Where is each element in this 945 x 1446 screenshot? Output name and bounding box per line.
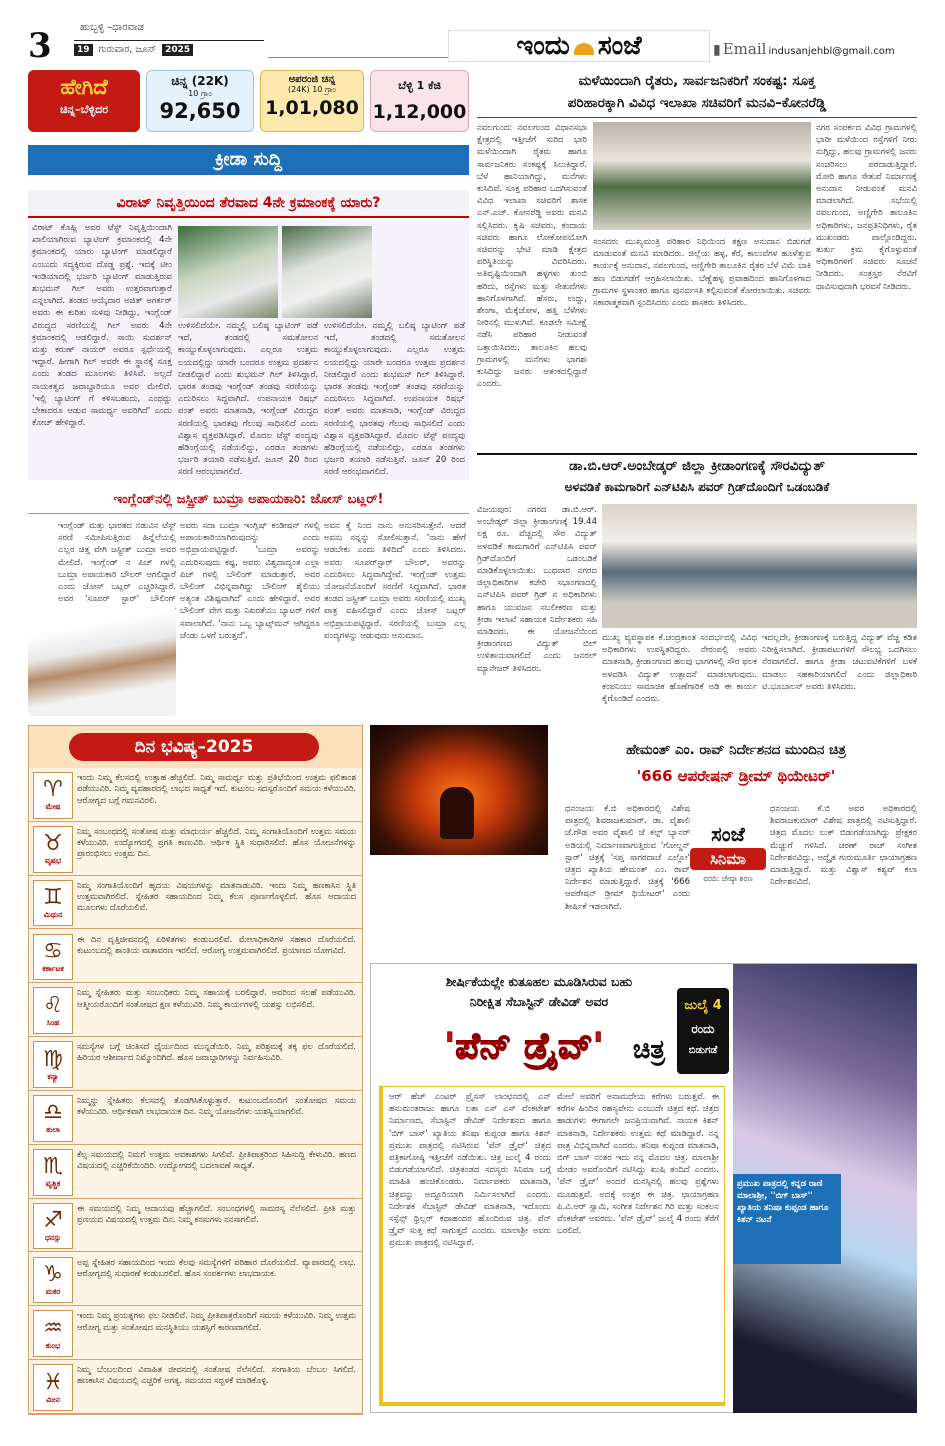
article-1-text-left: ವಿರಾಟ್ ಕೊಹ್ಲಿ ಅವರ ಟೆಸ್ಟ್ ನಿವೃತ್ತಿಯಿಂದಾಗಿ ಖಾಲಿಯಾಗಿರುವ ಬ್ಯಾಟಿಂಗ್ ಕ್ರಮಾಂಕದಲ್ಲಿ 4ನೇ ಕ್ರಮಾಂಕದಲ್ಲಿ ಯಾರು ಬ್ಯಾಟಿಂಗ್ ಮಾಡಲಿದ್ದಾರೆ ಎಂಬುದು ಸದ್ಯಕ್ಕಿರುವ ದೊಡ್ಡ ಪ್ರಶ್ನೆ. ಇದಕ್ಕೆ ಟೀಂ ಇಂಡಿಯಾದಲ್ಲಿ ಭರ್ಜರಿ ಬ್ಯಾಟಿಂಗ್ ಮಾಡುತ್ತಿರುವ ಶುಭಮನ್ ಗಿಲ್ ಅವರು ಉತ್ತರವಾಗುತ್ತಾರೆ ಎನ್ನಲಾಗಿದೆ. ತಂಡದ ಆಯ್ಕೆದಾರ ಅಜಿತ್ ಅಗರ್ಕರ್ ಅವರು ಈ ಕುರಿತು ಸುಳಿವು ನೀಡಿದ್ದು, ಇಂಗ್ಲೆಂಡ್ ವಿರುದ್ಧದ ಸರಣಿಯಲ್ಲಿ ಗಿಲ್ ಅವರು 4ನೇ ಕ್ರಮಾಂಕದಲ್ಲಿ ಆಡಲಿದ್ದಾರೆ. ಸಾಯಿ ಸುದರ್ಶನ್ ಮತ್ತು ಕರುಣ್ ನಾಯರ್ ಅವರೂ ಸ್ಪರ್ಧೆಯಲ್ಲಿ ಇದ್ದಾರೆ. ಹೀಗಾಗಿ ಗಿಲ್ ಅವರೇ ಈ ಸ್ಥಾನಕ್ಕೆ ಸೂಕ್ತ ಎಂದು ತಂಡದ ಮೂಲಗಳು ತಿಳಿಸಿವೆ. ಅಲ್ಲದೆ ನಾಯಕತ್ವದ ಜವಾಬ್ದಾರಿಯೂ ಅವರ ಮೇಲಿದೆ. 'ಇಲ್ಲಿ ಬ್ಯಾಟಿಂಗ್ ಗೆ ಕಳಿಸಬಹುದು, ಎಂಥದ್ದು ಬೇಕಾದರೂ ಆಡುವ ಸಾಮರ್ಥ್ಯ ಅವರಿಗಿದೆ' ಎಂದು ಕೋಚ್ ಹೇಳಿದ್ದಾರೆ. <box>32 223 172 429</box>
article-1-text-right: ಉಳಿಸಲಿದೆಯೇ. ನಮ್ಮಲ್ಲಿ ಬಲಿಷ್ಠ ಬ್ಯಾಟಿಂಗ್ ಪಡೆ ಇದೆ, ತಂಡದಲ್ಲಿ ಸಮತೋಲನ ಕಾಯ್ದುಕೊಳ್ಳಲಾಗುವುದು. ಎಲ್ಲರೂ ಉತ್ತಮ ಲಯದಲ್ಲಿದ್ದು ಯಾರೇ ಬಂದರೂ ಉತ್ತಮ ಪ್ರದರ್ಶನ ನೀಡಲಿದ್ದಾರೆ ಎಂದು ಶುಭಮನ್ ಗಿಲ್ ತಿಳಿಸಿದ್ದಾರೆ. ಭಾರತ ತಂಡವು ಇಂಗ್ಲೆಂಡ್ ತಂಡವು ಸರಣಿಯನ್ನು ಎದುರಿಸಲು ಸಿದ್ಧವಾಗಿದೆ. ಉಪನಾಯಕ ರಿಷಭ್ ಪಂತ್ ಅವರು ಮಾತನಾಡಿ, ಇಂಗ್ಲೆಂಡ್ ವಿರುದ್ಧದ ಸರಣಿಯಲ್ಲಿ ಭಾರತವು ಗೆಲುವು ಸಾಧಿಸಲಿದೆ ಎಂದು ವಿಶ್ವಾಸ ವ್ಯಕ್ತಪಡಿಸಿದ್ದಾರೆ. ಮೊದಲ ಟೆಸ್ಟ್ ಪಂದ್ಯವು ಹೆಡಿಂಗ್ಲೆಯಲ್ಲಿ ನಡೆಯಲಿದ್ದು, ಎರಡೂ ತಂಡಗಳು ಭರ್ಜರಿ ತಯಾರಿ ನಡೆಸುತ್ತಿವೆ. ಜೂನ್ 20 ರಿಂದ ಸರಣಿ ಆರಂಭವಾಗಲಿದೆ. <box>324 321 465 478</box>
zodiac-sign-icon <box>33 1364 73 1411</box>
sports-section-banner <box>28 145 469 175</box>
zodiac-glyph-icon: ♑ <box>43 1261 63 1287</box>
cinema1-col-1: ಧನಂಜಯ ಕೆ.ಬಿ ಅಧಿಕಾರದಲ್ಲಿ ವಿಶೇಷ ಪಾತ್ರದಲ್ಲಿ ಶಿವರಾಜಕುಮಾರ್. ಡಾ. ವೈಶಾಲಿ ಜೆ.ಗೌಡ ಅವರ ವೈಶಾಲಿ ಜೆ ಕಲ್ಪ್ ಬ್ಯಾನರ್ ಅಡಿಯಲ್ಲಿ ನಿರ್ಮಾಣವಾಗುತ್ತಿರುವ 'ಗೋಲ್ಡನ್ ಸ್ಟಾರ್' ಚಿತ್ರಕ್ಕೆ 'ಸಪ್ತ ಸಾಗರದಾಚೆ ಎಲ್ಲೋ' ಚಿತ್ರದ ಖ್ಯಾತಿಯ ಹೇಮಂತ್ ಎಂ. ರಾವ್ ನಿರ್ದೇಶನ ಮಾಡುತ್ತಿದ್ದಾರೆ. ಚಿತ್ರಕ್ಕೆ '666 ಆಪರೇಷನ್ ಡ್ರೀಮ್ ಥಿಯೇಟರ್' ಎಂದು ಶೀರ್ಷಿಕೆ ಇಡಲಾಗಿದೆ. <box>565 804 690 912</box>
zodiac-sign-name: ವೃಶ್ಚಿಕ <box>45 1179 61 1189</box>
zodiac-sign-icon <box>33 1149 73 1196</box>
zodiac-sign-name: ಮಕರ <box>45 1286 61 1296</box>
horoscope-row <box>29 822 362 876</box>
zodiac-glyph-icon: ♓ <box>43 1369 63 1395</box>
farmer-news-col-1: ನವಲಗುಂದ: ನವಲಗುಂದ ವಿಧಾನಸಭಾ ಕ್ಷೇತ್ರದಲ್ಲಿ ಇತ್ತೀಚೆಗೆ ಸುರಿದ ಭಾರಿ ಮಳೆಯಿಂದಾಗಿ ರೈತರು ಹಾಗೂ ಸಾರ್ವಜನಿಕರು ಸಂಕಷ್ಟಕ್ಕೆ ಸಿಲುಕಿದ್ದಾರೆ. ಬೆಳೆ ಹಾನಿಯಾಗಿದ್ದು, ಮನೆಗಳು ಕುಸಿದಿವೆ. ಸೂಕ್ತ ಪರಿಹಾರ ಒದಗಿಸುವಂತೆ ವಿವಿಧ ಇಲಾಖಾ ಸಚಿವರಿಗೆ ಶಾಸಕ ಎನ್.ಎಚ್. ಕೋನರೆಡ್ಡಿ ಅವರು ಮನವಿ ಸಲ್ಲಿಸಿದರು. ಕೃಷಿ ಸಚಿವರು, ಕಂದಾಯ ಸಚಿವರು ಹಾಗೂ ಲೋಕೋಪಯೋಗಿ ಸಚಿವರನ್ನು ಭೇಟಿ ಮಾಡಿ ಕ್ಷೇತ್ರದ ಪರಿಸ್ಥಿತಿಯನ್ನು ವಿವರಿಸಿದರು. ಅತಿವೃಷ್ಟಿಯಿಂದಾಗಿ ಹಳ್ಳಗಳು ತುಂಬಿ ಹರಿದು, ರಸ್ತೆಗಳು ಮತ್ತು ಸೇತುವೆಗಳು ಹಾನಿಗೊಳಗಾಗಿವೆ. ಹೆಸರು, ಉದ್ದು, ಶೇಂಗಾ, ಮೆಕ್ಕೆಜೋಳ, ಹತ್ತಿ ಬೆಳೆಗಳು ನೀರಿನಲ್ಲಿ ಮುಳುಗಿವೆ. ಕೂಡಲೇ ಸಮೀಕ್ಷೆ ನಡೆಸಿ ಪರಿಹಾರ ನೀಡುವಂತೆ ಒತ್ತಾಯಿಸಿದರು. ತಾಲೂಕಿನ ಹಲವು ಗ್ರಾಮಗಳಲ್ಲಿ ಮನೆಗಳು ಭಾಗಶಃ ಕುಸಿದಿದ್ದು ಜನರು ಆತಂಕದಲ್ಲಿದ್ದಾರೆ ಎಂದರು. <box>477 123 587 390</box>
zodiac-sign-icon <box>33 1310 73 1357</box>
stadium-news-col-3: ಇದಲ್ಲದೇ, ಕ್ರೀಡಾಂಗಣಕ್ಕೆ ಬರುತ್ತಿದ್ದ ವಿದ್ಯುತ್ ವೆಚ್ಚ ಕಡಿತ ನಿರೀಕ್ಷಿಸಲಾಗಿದೆ. ಕ್ರೀಡಾಪಟುಗಳಿಗೆ ಸೌಲಭ್ಯ ಒದಗಿಸಲು ನೆರವಾಗಲಿದೆ. ಹಾಗೂ ಕ್ರೀಡಾ ಚಟುವಟಿಕೆಗಳಿಗೆ ಬಳಕೆ ಮಾಡಲು ಸಹಕಾರಿಯಾಗಲಿದೆ ಎಂದು ಜಿಲ್ಲಾಧಿಕಾರಿ ಟಿ.ಭೂಬಾಲನ್ ಅವರು ತಿಳಿಸಿದರು. <box>762 633 917 692</box>
zodiac-sign-icon <box>33 934 73 981</box>
zodiac-sign-name: ವೃಷಭ <box>45 856 61 866</box>
zodiac-sign-name: ಧನಸ್ಸು <box>44 1233 62 1243</box>
article-1-text-mid: ಉಳಿಸಲಿದೆಯೇ. ನಮ್ಮಲ್ಲಿ ಬಲಿಷ್ಠ ಬ್ಯಾಟಿಂಗ್ ಪಡೆ ಇದೆ, ತಂಡದಲ್ಲಿ ಸಮತೋಲನ ಕಾಯ್ದುಕೊಳ್ಳಲಾಗುವುದು. ಎಲ್ಲರೂ ಉತ್ತಮ ಲಯದಲ್ಲಿದ್ದು ಯಾರೇ ಬಂದರೂ ಉತ್ತಮ ಪ್ರದರ್ಶನ ನೀಡಲಿದ್ದಾರೆ ಎಂದು ಶುಭಮನ್ ಗಿಲ್ ತಿಳಿಸಿದ್ದಾರೆ. ಭಾರತ ತಂಡವು ಇಂಗ್ಲೆಂಡ್ ತಂಡವು ಸರಣಿಯನ್ನು ಎದುರಿಸಲು ಸಿದ್ಧವಾಗಿದೆ. ಉಪನಾಯಕ ರಿಷಭ್ ಪಂತ್ ಅವರು ಮಾತನಾಡಿ, ಇಂಗ್ಲೆಂಡ್ ವಿರುದ್ಧದ ಸರಣಿಯಲ್ಲಿ ಭಾರತವು ಗೆಲುವು ಸಾಧಿಸಲಿದೆ ಎಂದು ವಿಶ್ವಾಸ ವ್ಯಕ್ತಪಡಿಸಿದ್ದಾರೆ. ಮೊದಲ ಟೆಸ್ಟ್ ಪಂದ್ಯವು ಹೆಡಿಂಗ್ಲೆಯಲ್ಲಿ ನಡೆಯಲಿದ್ದು, ಎರಡೂ ತಂಡಗಳು ಭರ್ಜರಿ ತಯಾರಿ ನಡೆಸುತ್ತಿವೆ. ಜೂನ್ 20 ರಿಂದ ಸರಣಿ ಆರಂಭವಾಗಲಿದೆ. <box>178 321 318 478</box>
pen-drive-kicker-line-2: ನಿರೀಕ್ಷಿತ ಸೆಬಾಸ್ಟಿನ್ ಡೇವಿಡ್ ಅವರ <box>469 994 609 1009</box>
date-strip <box>74 40 264 58</box>
release-date-badge <box>677 988 729 1074</box>
zodiac-sign-name: ಮಿಥುನ <box>43 910 63 920</box>
pen-drive-col-2: ಮೇಲೆ ಅವರಿಗೆ ಅನಾಮಧೇಯ ಕರೆಗಳು ಬರುತ್ತವೆ. ಈ ಕರೆಗಳ ಹಿಂದಿನ ರಹಸ್ಯವೇನು ಎಂಬುದೇ ಚಿತ್ರದ ಕಥೆ. ಚಿತ್ರದ ಹಾಡುಗಳು ಈಗಾಗಲೇ ಜನಪ್ರಿಯವಾಗಿವೆ. ನಾಯಕ ಕಿಶನ್ ಮಾತನಾಡಿ, ನಿರ್ದೇಶಕರು ಉತ್ತಮ ಕಥೆ ಮಾಡಿದ್ದಾರೆ. ನನ್ನ ಪಾತ್ರ ವಿಭಿನ್ನವಾಗಿದೆ ಎಂದರು. ತನಿಷಾ ಕುಪ್ಪಂಡ ಮಾತನಾಡಿ, ಬಿಗ್ ಬಾಸ್ ನಂತರ ಇದು ನನ್ನ ಮೊದಲ ಚಿತ್ರ. ಮಾಲಾಶ್ರೀ ಮೇಡಂ ಅವರೊಂದಿಗೆ ನಟಿಸಿದ್ದು ಖುಷಿ ತಂದಿದೆ ಎಂದರು. 'ಪೆನ್ ಡ್ರೈವ್' ಅಂದರೆ ಮನಸ್ಸಿನಲ್ಲಿ ಹಲವು ಪ್ರಶ್ನೆಗಳು ಮೂಡುತ್ತವೆ. ಅದಕ್ಕೆ ಉತ್ತರ ಈ ಚಿತ್ರ. ಛಾಯಾಗ್ರಹಣ ಪಿ.ವಿ.ಆರ್ ಸ್ವಾಮಿ, ಸಂಗೀತ ನಿರ್ದೇಶನ ಗಿರಿ ಮತ್ತು ಸಂಕಲನ ವೆಂಕಟೇಶ್ ಅವರದು. 'ಪೆನ್ ಡ್ರೈವ್' ಜುಲೈ 4 ರಂದು ತೆರೆಗೆ ಬರಲಿದೆ. <box>557 1092 719 1237</box>
photo-caption: ಪ್ರಮುಖ ಪಾತ್ರದಲ್ಲಿ ಕನ್ನಡ ರಾಣಿ ಮಾಲಾಶ್ರೀ, ''ಬಿಗ್ ಬಾಸ್'' ಖ್ಯಾತಿಯ ತನಿಷಾ ಕುಪ್ಪಂಡ ಹಾಗೂ ಕಿಶನ್ ನಟನೆ <box>737 1179 829 1225</box>
horoscope-row <box>29 768 362 822</box>
farmer-news-col-3: ನಗರ ಸಂಪರ್ಕದ ವಿವಿಧ ಗ್ರಾಮಗಳಲ್ಲಿ ಭಾರೀ ಮಳೆಯಿಂದ ರಸ್ತೆಗಳಿಗೆ ನೀರು ನುಗ್ಗಿದ್ದು, ಹಲವು ಗ್ರಾಮಗಳಲ್ಲಿ ಜನರು ಸಂಚರಿಸಲು ಪರದಾಡುತ್ತಿದ್ದಾರೆ. ಮೋರಿ ಹಾಗೂ ಸೇತುವೆ ನಿರ್ಮಾಣಕ್ಕೆ ಅನುದಾನ ನೀಡುವಂತೆ ಮನವಿ ಮಾಡಲಾಗಿದೆ. ಸಭೆಯಲ್ಲಿ ನವಲಗುಂದ, ಅಣ್ಣಿಗೇರಿ ತಾಲೂಕಿನ ಅಧಿಕಾರಿಗಳು, ಜನಪ್ರತಿನಿಧಿಗಳು, ರೈತ ಮುಖಂಡರು ಪಾಲ್ಗೊಂಡಿದ್ದರು. ತುರ್ತು ಕ್ರಮ ಕೈಗೊಳ್ಳುವಂತೆ ಅಧಿಕಾರಿಗಳಿಗೆ ಸಚಿವರು ಸೂಚನೆ ನೀಡಿದರು. ಸಂತ್ರಸ್ತರ ನೆರವಿಗೆ ಧಾವಿಸುವುದಾಗಿ ಭರವಸೆ ನೀಡಿದರು. <box>816 123 917 292</box>
email-block <box>713 40 918 60</box>
poster-figure <box>440 787 474 839</box>
zodiac-sign-name: ಕುಂಭ <box>45 1340 61 1350</box>
horoscope-text: ಇಂದು ನಿಮ್ಮ ಪ್ರಯತ್ನಗಳು ಫಲ ನೀಡಲಿವೆ. ನಿಮ್ಮ ಪ್ರೀತಿಪಾತ್ರರೊಂದಿಗೆ ಸಮಯ ಕಳೆಯುವಿರಿ. ನಿಮ್ಮ ಉತ್ತಮ ಆರೋಗ್ಯ ಮತ್ತು ಸಂತೋಷದ ಮನಸ್ಥಿತಿಯು ಯಶಸ್ಸಿಗೆ ಕಾರಣವಾಗಲಿದೆ. <box>77 1310 356 1332</box>
gold-22k-label: ಚಿನ್ನ (22K) <box>171 74 229 88</box>
date-weekday-month: ಗುರುವಾರ, ಜೂನ್ <box>98 44 157 55</box>
logo-right-text: ಸಂಜೆ <box>597 30 642 61</box>
stadium-mou-photo <box>602 504 917 628</box>
horoscope-row <box>29 930 362 984</box>
player-photo-bumrah <box>28 608 176 716</box>
pen-drive-feature <box>370 963 917 1413</box>
rates-badge-subtitle: ಚಿನ್ನ–ಬೆಳ್ಳಿದರ <box>59 103 109 116</box>
newspaper-logo <box>448 30 710 62</box>
pen-drive-col-1: ಆರ್ ಹೆಚ್ ಎಂಟರ್ ಪ್ರೈಸಸ್ ಲಾಂಛನದಲ್ಲಿ ಎನ್ ಹನುಮಂತರಾಜು ಹಾಗೂ ಲತಾ ಎಸ್ ಎಸ್ ವೆಂಕಟೇಶ್ ನಿರ್ಮಾಣದ, ಸೆಬಾಸ್ಟಿನ್ ಡೇವಿಡ್ ನಿರ್ದೇಶನದ ಹಾಗೂ 'ಬಿಗ್ ಬಾಸ್' ಖ್ಯಾತಿಯ ತನಿಷಾ ಕುಪ್ಪಂಡ ಹಾಗೂ ಕಿಶನ್ ಪ್ರಮುಖ ಪಾತ್ರದಲ್ಲಿ ನಟಿಸಿರುವ 'ಪೆನ್ ಡ್ರೈವ್' ಚಿತ್ರದ ಪತ್ರಿಕಾಗೋಷ್ಠಿ ಇತ್ತೀಚೆಗೆ ನಡೆಯಿತು. ಚಿತ್ರ ಜುಲೈ 4 ರಂದು ಬಿಡುಗಡೆಯಾಗಲಿದೆ. ಚಿತ್ರತಂಡದ ಸದಸ್ಯರು ಸಿನಿಮಾ ಬಗ್ಗೆ ಮಾಹಿತಿ ಹಂಚಿಕೊಂಡರು. ನಿರ್ಮಾಪಕರು ಮಾತನಾಡಿ, ಚಿತ್ರವನ್ನು ಅದ್ದೂರಿಯಾಗಿ ನಿರ್ಮಿಸಲಾಗಿದೆ ಎಂದರು. ನಿರ್ದೇಶಕ ಸೆಬಾಸ್ಟಿನ್ ಡೇವಿಡ್ ಮಾತನಾಡಿ, ಇದೊಂದು ಸಸ್ಪೆನ್ಸ್ ಥ್ರಿಲ್ಲರ್ ಕಥಾಹಂದರ ಹೊಂದಿರುವ ಚಿತ್ರ. ಪೆನ್ ಡ್ರೈವ್ ಸುತ್ತ ಕಥೆ ಸಾಗುತ್ತದೆ ಎಂದರು. ಮಾಲಾಶ್ರೀ ಅವರು ಪ್ರಮುಖ ಪಾತ್ರದಲ್ಲಿ ನಟಿಸಿದ್ದಾರೆ. <box>389 1092 551 1249</box>
gold-24k-value: 1,01,080 <box>265 97 359 119</box>
horoscope-text: ಇಂದು ನಿಮ್ಮ ಕೆಲಸದಲ್ಲಿ ಉತ್ಸಾಹ ಹೆಚ್ಚಲಿದೆ. ನಿಮ್ಮ ಸಾಮರ್ಥ್ಯ ಮತ್ತು ಪ್ರತಿಭೆಯಿಂದ ಉತ್ತಮ ಫಲಿತಾಂಶ ಪಡೆಯುವಿರಿ. ನಿಮ್ಮ ವ್ಯವಹಾರದಲ್ಲಿ ಲಾಭದ ಸಾಧ್ಯತೆ ಇದೆ. ಕುಟುಂಬ ಸದಸ್ಯರೊಂದಿಗೆ ಸಮಯ ಕಳೆಯುವಿರಿ. ಆರೋಗ್ಯದ ಬಗ್ಗೆ ಗಮನವಿರಲಿ. <box>77 772 356 805</box>
zodiac-glyph-icon: ♈ <box>43 777 63 803</box>
farmer-headline-line-2: ಪರಿಹಾರಕ್ಕಾಗಿ ವಿವಿಧ ಇಲಾಖಾ ಸಚಿವರಿಗೆ ಮನವಿ–ಕೋನರೆಡ್ಡಿ <box>567 95 827 111</box>
sports-headline-2-text: ಇಂಗ್ಲೆಂಡ್‌ನಲ್ಲಿ ಜಸ್ಪ್ರೀತ್ ಬುಮ್ರಾ ಅಪಾಯಕಾರಿ: ಜೋಸ್ ಬಟ್ಲರ್! <box>113 492 384 507</box>
zodiac-sign-icon <box>33 1095 73 1142</box>
stadium-headline-line-1: ಡಾ.ಬಿ.ಆರ್.ಅಂಬೇಡ್ಕರ್ ಜಿಲ್ಲಾ ಕ್ರೀಡಾಂಗಣಕ್ಕೆ ಸೌರವಿದ್ಯುತ್ <box>569 458 825 474</box>
sanje-cinema-logo-bottom: ಸಿನಿಮಾ <box>690 848 766 870</box>
page-number: 3 <box>28 26 52 66</box>
cinema1-col-2: ಧನಂಜಯ ಕೆ.ಬಿ ಅವರ ಅಧಿಕಾರದಲ್ಲಿ ಶಿವರಾಜಕುಮಾರ್ ವಿಶೇಷ ಪಾತ್ರದಲ್ಲಿ ನಟಿಸುತ್ತಿದ್ದಾರೆ. ಚಿತ್ರದ ಮೊದಲ ಲುಕ್ ಬಿಡುಗಡೆಯಾಗಿದ್ದು ಪ್ರೇಕ್ಷಕರ ಮೆಚ್ಚುಗೆ ಗಳಿಸಿದೆ. ಚರಣ್ ರಾಜ್ ಸಂಗೀತ ನಿರ್ದೇಶನವಿದ್ದು, ಅದ್ವೈತ ಗುರುಮೂರ್ತಿ ಛಾಯಾಗ್ರಹಣ ಮಾಡುತ್ತಿದ್ದಾರೆ. ಮತ್ತು ವಿಶ್ವಾಸ್ ಕಶ್ಯಪ್ ಕಲಾ ನಿರ್ದೇಶನವಿದೆ. <box>770 804 917 888</box>
release-line-1: ಜುಲೈ 4 <box>684 998 722 1013</box>
city-name: ಹುಬ್ಬಳ್ಳಿ –ಧಾರವಾಡ <box>80 22 144 33</box>
horoscope-title: ದಿನ ಭವಿಷ್ಯ–2025 <box>134 737 254 757</box>
horoscope-text: ನಿಮ್ಮ ಸಂಗಾತಿಯೊಂದಿಗೆ ಹೃದಯ ವಿಷಯಗಳನ್ನು ಮಾತನಾಡುವಿರಿ. ಇಂದು ನಿಮ್ಮ ಹಣಕಾಸಿನ ಸ್ಥಿತಿ ಉತ್ತಮವಾಗಿರಲಿದೆ. ಸ್ನೇಹಿತರ ಸಹಾಯದಿಂದ ನಿಮ್ಮ ಕೆಲಸ ಪೂರ್ಣಗೊಳ್ಳಲಿದೆ. ಹೊಸ ಆದಾಯದ ಮೂಲಗಳು ದೊರೆಯಲಿವೆ. <box>77 879 356 913</box>
sports-headline-2 <box>28 488 469 514</box>
email-icon: ▮ <box>713 42 721 58</box>
article-2-text-left: ಇಂಗ್ಲೆಂಡ್ ಮತ್ತು ಭಾರತದ ನಡುವಿನ ಟೆಸ್ಟ್ ಸರಣಿ ಸಮೀಪಿಸುತ್ತಿರುವ ಹಿನ್ನೆಲೆಯಲ್ಲಿ ಎಲ್ಲರ ಚಿತ್ತ ವೇಗಿ ಜಸ್ಪ್ರೀತ್ ಬುಮ್ರಾ ಅವರ ಮೇಲಿದೆ. ಇಂಗ್ಲೆಂಡ್ ನ ಪಿಚ್ ಗಳಲ್ಲಿ ಬುಮ್ರಾ ಅಪಾಯಕಾರಿ ಬೌಲರ್ ಆಗಲಿದ್ದಾರೆ ಎಂದು ಜೋಸ್ ಬಟ್ಲರ್ ಎಚ್ಚರಿಸಿದ್ದಾರೆ. ಅವರ 'ಸೂಪರ್ ಸ್ಟಾರ್' ಬೌಲಿಂಗ್ <box>58 521 176 605</box>
zodiac-glyph-icon: ♒ <box>43 1315 63 1341</box>
pen-drive-kicker-line-1: ಶೀರ್ಷಿಕೆಯಲ್ಲೇ ಕುತೂಹಲ ಮೂಡಿಸಿರುವ ಬಹು <box>445 974 633 989</box>
cinema-poster-image <box>370 725 548 855</box>
silver-label: ಬೆಳ್ಳಿ 1 ಕೆಜಿ <box>398 79 441 92</box>
farmer-news-col-2: ಸಂಸದರು ಮುಖ್ಯಮಂತ್ರಿ ಪರಿಹಾರ ನಿಧಿಯಿಂದ ತಕ್ಷಣ ಅನುದಾನ ಬಿಡುಗಡೆ ಮಾಡುವಂತೆ ಮನವಿ ಮಾಡಿದರು. ಜಿಲ್ಲೆಯ ಹಳ್ಳ, ಕೆರೆ, ಕಾಲುವೆಗಳ ಹೂಳೆತ್ತುವ ಕಾರ್ಯಕ್ಕೆ ಅನುದಾನ, ನವಲಗುಂದ, ಅಣ್ಣಿಗೇರಿ ತಾಲೂಕಿನ ರೈತರ ಬೆಳೆ ವಿಮೆ ಬಾಕಿ ಹಣ ಬಿಡುಗಡೆಗೆ ಆಗ್ರಹಿಸಲಾಯಿತು. ಬೆಣ್ಣೆಹಳ್ಳ ಪ್ರವಾಹದಿಂದ ಹಾನಿಗೊಳಗಾದ ಗ್ರಾಮಗಳ ಸ್ಥಳಾಂತರ ಹಾಗೂ ಪುನರ್ವಸತಿ ಕಲ್ಪಿಸುವಂತೆ ಕೋರಲಾಯಿತು. ಸಚಿವರು ಸಕಾರಾತ್ಮಕವಾಗಿ ಸ್ಪಂದಿಸಿದರು ಎಂದು ಶಾಸಕರು ತಿಳಿಸಿದರು. <box>593 237 811 309</box>
zodiac-sign-icon <box>33 1257 73 1304</box>
zodiac-glyph-icon: ♊ <box>43 885 63 911</box>
horoscope-row <box>29 983 362 1037</box>
zodiac-glyph-icon: ♍ <box>43 1046 63 1072</box>
cinema1-headline-line-1: ಹೇಮಂತ್ ಎಂ. ರಾವ್ ನಿರ್ದೇಶನದ ಮುಂದಿನ ಚಿತ್ರ <box>626 742 846 758</box>
sports-headline-1 <box>28 190 469 218</box>
stadium-news-col-2: ಮುಖ್ಯ ವ್ಯವಸ್ಥಾಪಕ ಕೆ.ಚಂದ್ರಕಾಂತ ಸಂದರ್ಭದಲ್ಲಿ ವಿವಿಧ ಅಧಿಕಾರಿಗಳು ಉಪಸ್ಥಿತರಿದ್ದರು. ನೇರಂಪಲ್ಲಿ ಅವರು ಮಾತನಾಡಿ, ಕ್ರೀಡಾಂಗಣದ ಹಲವು ಭಾಗಗಳಲ್ಲಿ ಸೌರ ಫಲಕ ಅಳವಡಿಸಿ ವಿದ್ಯುತ್ ಉತ್ಪಾದನೆ ಮಾಡಲಾಗುವುದು. ಕಂಪನಿಯು ಸಾಮಾಜಿಕ ಹೊಣೆಗಾರಿಕೆ ಅಡಿ ಈ ಕಾರ್ಯ ಕೈಗೊಂಡಿದೆ ಎಂದರು. <box>602 633 757 705</box>
horoscope-list <box>29 768 362 1414</box>
silver-box <box>370 70 469 132</box>
photo-caption-box <box>733 1174 841 1264</box>
zodiac-sign-icon <box>33 987 73 1034</box>
gold-rate-bar <box>28 70 469 132</box>
release-line-3: ಬಿಡುಗಡೆ <box>688 1045 718 1056</box>
sun-icon <box>574 43 594 55</box>
zodiac-sign-name: ಕರ್ಕಾಟಕ <box>42 963 64 973</box>
farmer-meeting-photo <box>593 122 811 230</box>
email-address: indusanjehbl@gmail.com <box>768 46 895 57</box>
article-2-text-mid: ಅವರು ಸದಾ ಬುಮ್ರಾ ಇಂಗ್ಲಿಷ್ ಕಂಡೀಷನ್ ಗಳಲ್ಲಿ ಅಪಾಯಕಾರಿಯಾಗಿರುವುದನ್ನು ಎಂದು ಅಭಿಪ್ರಾಯಪಟ್ಟಿದ್ದಾರೆ. 'ಬುಮ್ರಾ ಅವರನ್ನು ಎದುರಿಸುವುದು ಕಷ್ಟ, ಅವರು ವಿಶ್ವದಾದ್ಯಂತ ಎಲ್ಲಾ ಪಿಚ್ ಗಳಲ್ಲಿ ಬೌಲಿಂಗ್ ಮಾಡುತ್ತಾರೆ. ಅವರ ಬೌಲಿಂಗ್ ವಿಭಿನ್ನವಾಗಿದ್ದು ಬೌಲಿಂಗ್ ಶೈಲಿಯು ಅತ್ಯಂತ ವಿಶಿಷ್ಟವಾಗಿದೆ' ಎಂದು ಹೇಳಿದ್ದಾರೆ. ಅವರ ಬೌಲಿಂಗ್ ವೇಗ ಮತ್ತು ನಿಖರತೆಯು ಬ್ಯಾಟರ್ ಗಳಿಗೆ ಸವಾಲಾಗಿದೆ. 'ನಾನು ಒಬ್ಬ ಬ್ಯಾಟ್ಸ್‌ಮನ್ ಆಗಿದ್ದರೂ ಚೆಂಡು ಒಳಗೆ ಬರುತ್ತದೆ'. <box>180 521 320 641</box>
gold-22k-value: 92,650 <box>159 99 241 123</box>
zodiac-sign-icon <box>33 826 73 873</box>
stadium-news-col-1: ವಿಜಯಪುರ: ನಗರದ ಡಾ.ಬಿ.ಆರ್. ಅಂಬೇಡ್ಕರ್ ಜಿಲ್ಲಾ ಕ್ರೀಡಾಂಗಣಕ್ಕೆ 19.44 ಲಕ್ಷ ರೂ. ವೆಚ್ಚದಲ್ಲಿ ಸೌರ ವಿದ್ಯುತ್ ಅಳವಡಿಕೆ ಕಾಮಗಾರಿಗೆ ಎನ್‌ಟಿಪಿಸಿ ಪವರ್ ಗ್ರಿಡ್‌ದೊಂದಿಗೆ ಒಡಂಬಡಿಕೆ ಮಾಡಿಕೊಳ್ಳಲಾಯಿತು. ಬುಧವಾರ ನಗರದ ಜಿಲ್ಲಾಧಿಕಾರಿಗಳ ಕಚೇರಿ ಸಭಾಂಗಣದಲ್ಲಿ ಎನ್‌ಟಿಪಿಸಿ ಪವರ್ ಗ್ರಿಡ್ ನ ಅಧಿಕಾರಿಗಳು ಹಾಗೂ ಯುವಜನ ಸಬಲೀಕರಣ ಮತ್ತು ಕ್ರೀಡಾ ಇಲಾಖೆ ಸಹಾಯಕ ನಿರ್ದೇಶಕರು ಸಹಿ ಮಾಡಿದರು. ಈ ಯೋಜನೆಯಿಂದ ಕ್ರೀಡಾಂಗಣದ ವಿದ್ಯುತ್ ಬಿಲ್ ಉಳಿತಾಯವಾಗಲಿದೆ ಎಂದು ಜನರಲ್ ಮ್ಯಾನೇಜರ್ ತಿಳಿಸಿದರು. <box>477 505 597 674</box>
horoscope-text: ನಿಮ್ಮ ಸಂಬಂಧದಲ್ಲಿ ಸಂತೋಷ ಮತ್ತು ಮಾಧುರ್ಯ ಹೆಚ್ಚಲಿದೆ. ನಿಮ್ಮ ಸಂಗಾತಿಯೊಂದಿಗೆ ಉತ್ತಮ ಸಮಯ ಕಳೆಯುವಿರಿ. ಉದ್ಯೋಗದಲ್ಲಿ ಪ್ರಗತಿ ಕಾಣುವಿರಿ. ಆರ್ಥಿಕ ಸ್ಥಿತಿ ಸುಧಾರಿಸಲಿದೆ. ಹೊಸ ಯೋಜನೆಗಳನ್ನು ಪ್ರಾರಂಭಿಸಲು ಉತ್ತಮ ದಿನ. <box>77 825 356 859</box>
sports-headline-1-text: ವಿರಾಟ್ ನಿವೃತ್ತಿಯಿಂದ ತೆರವಾದ 4ನೇ ಕ್ರಮಾಂಕಕ್ಕೆ ಯಾರು? <box>116 195 381 211</box>
release-line-2: ರಂದು <box>691 1022 715 1036</box>
stadium-headline-line-2: ಅಳವಡಿಕೆ ಕಾಮಗಾರಿಗೆ ಎನ್‌ಟಿಪಿಸಿ ಪವರ್ ಗ್ರಿಡ್‌ದೊಂದಿಗೆ ಒಡಂಬಡಿಕೆ <box>564 480 830 494</box>
gold-24k-box <box>260 70 364 132</box>
player-photo-pant <box>178 226 278 318</box>
horoscope-text: ನಿಮ್ಮನ್ನು ಸ್ನೇಹಿತರು ಕೆಲಸದಲ್ಲಿ ತೊಡಗಿಸಿಕೊಳ್ಳುತ್ತಾರೆ. ಕುಟುಂಬದೊಂದಿಗೆ ಸಂತೋಷದ ಸಮಯ ಕಳೆಯುವಿರಿ. ಆರ್ಥಿಕವಾಗಿ ಲಾಭದಾಯಕ ದಿನ. ನಿಮ್ಮ ಯೋಜನೆಗಳು ಯಶಸ್ವಿಯಾಗಲಿವೆ. <box>77 1095 356 1117</box>
date-year: 2025 <box>162 44 193 56</box>
horoscope-text: ಈ ಸಮಯದಲ್ಲಿ ನಿಮ್ಮ ಆದಾಯವು ಹೆಚ್ಚಾಗಲಿದೆ. ಸಂಬಂಧಗಳಲ್ಲಿ ಸಾಮರಸ್ಯ ನೆಲೆಸಲಿದೆ. ಪ್ರೀತಿ ಮತ್ತು ಪ್ರಣಯದ ವಿಷಯದಲ್ಲಿ ಉತ್ತಮ ದಿನ. ನಿಮ್ಮ ಕನಸುಗಳು ನನಸಾಗಲಿವೆ. <box>77 1202 356 1224</box>
cinema1-headline-line-2: '666 ಆಪರೇಷನ್ ಡ್ರೀಮ್ ಥಿಯೇಟರ್' <box>636 767 836 785</box>
article-2-text-right: ಅವನ ಕೈ ನಿಂದ ನಾನು ಅನುಸರಿಸುತ್ತೇನೆ. ಆದರೆ ಅವನು ನನ್ನನ್ನು ಸೋಲಿಸುತ್ತಾನೆ. 'ನಾನು ಹೇಗೆ ಆಡಬೇಕು ಎಂದು ತಿಳಿದಿದೆ' ಎಂದು ತಿಳಿಸಿದರು. ಅವರು ಸೂಪರ್‌ಸ್ಟಾರ್ ಬೌಲರ್, ಅವರನ್ನು ಎದುರಿಸಲು ಸಿದ್ಧವಾಗಿದ್ದೇವೆ. ಇಂಗ್ಲೆಂಡ್ ಉತ್ತಮ ಯೋಜನೆಯೊಂದಿಗೆ ಸರಣಿಗೆ ಸಿದ್ಧವಾಗಿದೆ. ಭಾರತ ತಂಡದ ಜಸ್ಪ್ರೀತ್ ಬುಮ್ರಾ ಅವರು ಸರಣಿಯಲ್ಲಿ ಮುಖ್ಯ ಪಾತ್ರ ವಹಿಸಲಿದ್ದಾರೆ ಎಂದು ಜೋಸ್ ಬಟ್ಲರ್ ಅಭಿಪ್ರಾಯಪಟ್ಟಿದ್ದಾರೆ. ಸರಣಿಯಲ್ಲಿ ಬುಮ್ರಾ ಎಲ್ಲ ಪಂದ್ಯಗಳನ್ನು ಆಡುವುದು ಅನುಮಾನ. <box>324 521 466 641</box>
pen-drive-title-suffix: ಚಿತ್ರ <box>632 1035 666 1065</box>
horoscope-text: ಅಪ್ಪ ಸ್ನೇಹಿತರ ಸಹಾಯದಿಂದ ಇಂದು ಕೆಲವು ಸಮಸ್ಯೆಗಳಿಗೆ ಪರಿಹಾರ ದೊರೆಯಲಿದೆ. ವ್ಯಾಪಾರದಲ್ಲಿ ಲಾಭ. ಆರೋಗ್ಯದಲ್ಲಿ ಸುಧಾರಣೆ ಕಂಡುಬರಲಿದೆ. ಹೊಸ ಸಂಪರ್ಕಗಳು ಲಾಭದಾಯಕ. <box>77 1256 356 1278</box>
sanje-cinema-logo-top: ಸಂಜೆ <box>711 822 745 846</box>
horoscope-section <box>28 725 363 1415</box>
pen-drive-title-text: 'ಪೆನ್ ಡ್ರೈವ್' <box>444 1026 604 1067</box>
zodiac-glyph-icon: ♋ <box>43 938 63 964</box>
gold-24k-unit: (24K) 10 ಗ್ರಾಂ <box>288 85 336 94</box>
sports-section-title: ಕ್ರೀಡಾ ಸುದ್ದಿ <box>215 149 282 170</box>
horoscope-text: ಕೆಲ್ಸ ಸಮಯದಲ್ಲಿ ನಿಮಗೆ ಉತ್ತಮ ಅವಕಾಶಗಳು ಸಿಗಲಿವೆ. ಪ್ರೀತಿಪಾತ್ರರಿಂದ ಸಿಹಿಸುದ್ದಿ ಕೇಳುವಿರಿ. ಹಣದ ವಿಷಯದಲ್ಲಿ ಎಚ್ಚರಿಕೆಯಿಂದಿರಿ. ಉದ್ಯೋಗದಲ್ಲಿ ಬದಲಾವಣೆ ಸಾಧ್ಯತೆ. <box>77 1148 356 1171</box>
gold-24k-label: ಅಪರಂಜಿ ಚಿನ್ನ <box>288 74 336 85</box>
gold-22k-box <box>146 70 254 132</box>
zodiac-glyph-icon: ♉ <box>43 831 63 857</box>
horoscope-row <box>29 1145 362 1199</box>
zodiac-sign-icon <box>33 1041 73 1088</box>
rates-badge-title: ಹೇಗಿದೆ <box>60 75 108 99</box>
horoscope-header <box>29 726 362 768</box>
farmer-headline-line-1: ಮಳೆಯಿಂದಾಗಿ ರೈತರು, ಸಾರ್ವಜನಿಕರಿಗೆ ಸಂಕಷ್ಟ: ಸೂಕ್ತ <box>578 73 816 89</box>
horoscope-text: ನಿಮ್ಮ ಸ್ನೇಹಿತರು ಮತ್ತು ಸಂಬಂಧಿಕರು ನಿಮ್ಮ ಸಹಾಯಕ್ಕೆ ಬರಲಿದ್ದಾರೆ. ಅವರಿಂದ ಸಲಹೆ ಪಡೆಯುವಿರಿ. ಆತ್ಮೀಯರೊಂದಿಗೆ ಸಂತೋಷದ ಕ್ಷಣ ಕಳೆಯುವಿರಿ. ನಿಮ್ಮ ಕಾರ್ಯಗಳಲ್ಲಿ ಯಶಸ್ಸು ಲಭಿಸಲಿದೆ. <box>77 987 356 1009</box>
pen-drive-text-frame <box>379 1086 725 1406</box>
horoscope-row <box>29 1037 362 1091</box>
pen-drive-kicker <box>379 972 699 1012</box>
masthead-rule <box>268 57 448 58</box>
pen-drive-cast-photo <box>733 964 917 1413</box>
sanje-cinema-logo <box>690 822 766 894</box>
horoscope-row <box>29 1306 362 1360</box>
email-label: Email <box>722 40 767 58</box>
logo-left-text: ಇಂದು <box>516 30 570 61</box>
sports-article-1 <box>28 220 469 480</box>
player-photo-gill <box>282 226 372 318</box>
zodiac-glyph-icon: ♐ <box>43 1208 63 1234</box>
date-day: 19 <box>74 44 93 56</box>
sanje-cinema-caption: ವರದಿ: ಜೇಷ್ಠಾ ಶರಣ <box>703 874 753 883</box>
zodiac-sign-name: ಕನ್ಯಾ <box>47 1071 59 1081</box>
horoscope-row <box>29 1199 362 1253</box>
zodiac-sign-icon <box>33 1203 73 1250</box>
masthead <box>28 0 918 66</box>
zodiac-sign-name: ಮೀನ <box>46 1394 60 1404</box>
horoscope-row <box>29 1091 362 1145</box>
horoscope-text: ಈ ದಿನ ವೃತ್ತಿಜೀವನದಲ್ಲಿ ಏರಿಳಿತಗಳು ಕಂಡುಬರಲಿವೆ. ಮೇಲಾಧಿಕಾರಿಗಳ ಸಹಕಾರ ದೊರೆಯಲಿದೆ. ಕುಟುಂಬದಲ್ಲಿ ಶಾಂತಿಯ ವಾತಾವರಣ ಇರಲಿದೆ. ಆರೋಗ್ಯ ಉತ್ತಮವಾಗಿರಲಿದೆ. ಪ್ರಯಾಣದ ಯೋಗವಿದೆ. <box>77 933 356 955</box>
horoscope-text: ನಿಮ್ಮ ಬೆಂಬಲದಿಂದ ವಿವಾಹಿತ ಜೀವನದಲ್ಲಿ ಸಂತೋಷ ನೆಲೆಸಲಿದೆ. ಸಂಗಾತಿಯ ಬೆಂಬಲ ಸಿಗಲಿದೆ. ಹಣಕಾಸಿನ ವಿಷಯದಲ್ಲಿ ಎಚ್ಚರಿಕೆ ಅಗತ್ಯ. ಸಮಯದ ಸದ್ಬಳಕೆ ಮಾಡಿಕೊಳ್ಳಿ. <box>77 1364 356 1386</box>
horoscope-title-badge <box>69 733 319 761</box>
stadium-news-headline <box>477 453 917 499</box>
zodiac-sign-icon <box>33 880 73 927</box>
cinema1-headline <box>555 737 917 799</box>
zodiac-sign-name: ತುಲಾ <box>46 1125 60 1135</box>
horoscope-text: ಸಮಸ್ಯೆಗಳ ಬಗ್ಗೆ ಚಿಂತಿಸದೆ ಧೈರ್ಯದಿಂದ ಮುನ್ನಡೆಯಿರಿ. ನಿಮ್ಮ ಪರಿಶ್ರಮಕ್ಕೆ ತಕ್ಕ ಫಲ ದೊರೆಯಲಿದೆ. ಹಿರಿಯರ ಆಶೀರ್ವಾದ ನಿಮ್ಮೊಂದಿಗಿದೆ. ಹೊಸ ಜವಾಬ್ದಾರಿಗಳನ್ನು ನಿರ್ವಹಿಸುವಿರಿ. <box>77 1041 356 1063</box>
farmer-news-headline <box>477 70 917 118</box>
zodiac-glyph-icon: ♏ <box>43 1154 63 1180</box>
horoscope-row <box>29 1253 362 1307</box>
zodiac-glyph-icon: ♌ <box>43 992 63 1018</box>
silver-value: 1,12,000 <box>372 101 467 123</box>
sports-article-2 <box>28 516 469 721</box>
zodiac-sign-icon <box>33 772 73 819</box>
zodiac-sign-name: ಮೇಷ <box>45 802 61 812</box>
rates-badge <box>28 70 140 132</box>
zodiac-sign-name: ಸಿಂಹ <box>46 1017 60 1027</box>
gold-22k-unit: 10 ಗ್ರಾಂ <box>188 89 212 98</box>
zodiac-glyph-icon: ♎ <box>43 1100 63 1126</box>
horoscope-row <box>29 876 362 930</box>
horoscope-row <box>29 1360 362 1414</box>
